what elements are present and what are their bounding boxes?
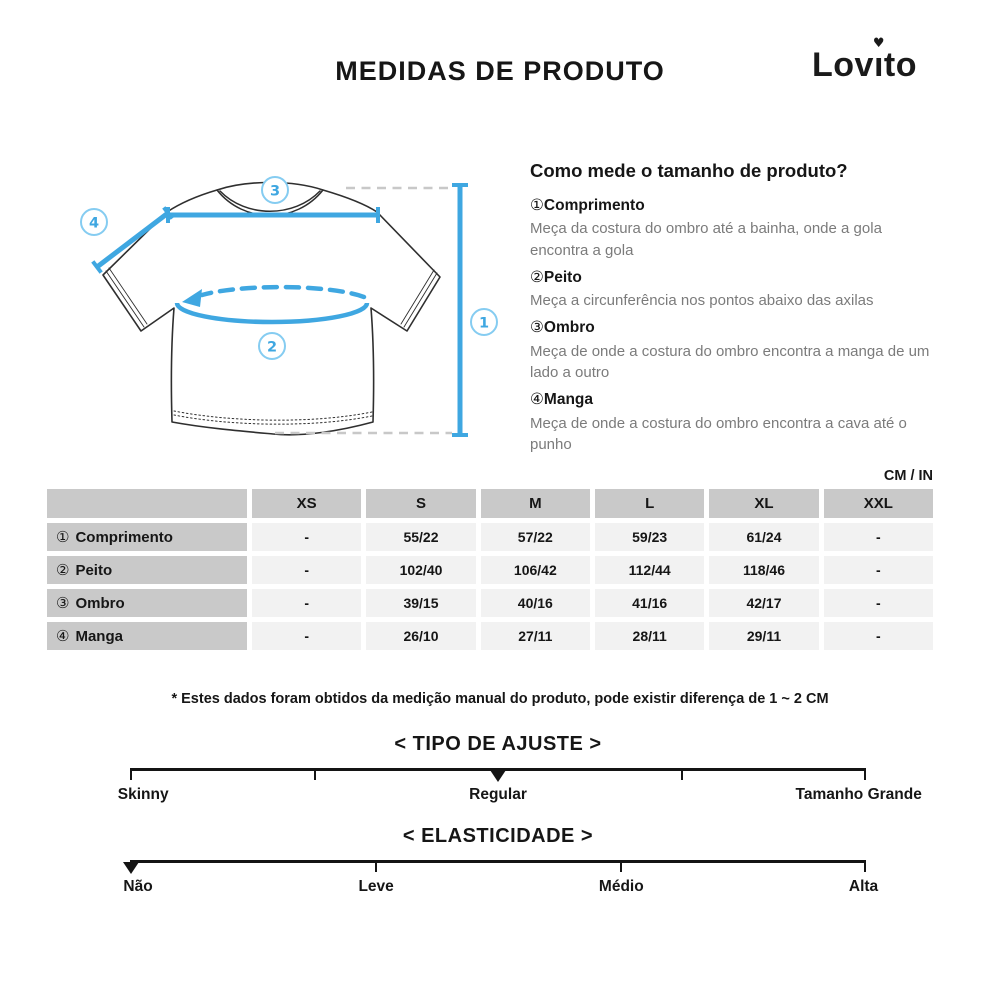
table-cell: 39/15	[366, 589, 475, 617]
scale-label-nao: Não	[123, 878, 153, 895]
table-cell: 40/16	[481, 589, 590, 617]
table-cell: 29/11	[709, 622, 818, 650]
fit-type-scale	[117, 733, 922, 806]
scale-tick	[864, 768, 866, 780]
marker-number-4: 4	[88, 215, 100, 232]
circled-number-3: ③	[530, 318, 544, 337]
marker-number-1: 1	[478, 315, 490, 332]
table-header-l: L	[595, 489, 704, 518]
instruction-label: Peito	[543, 268, 582, 286]
brand-logo-text: Lov	[812, 46, 874, 84]
scale-line	[131, 860, 865, 863]
table-cell: -	[824, 556, 933, 584]
table-cell: 55/22	[366, 523, 475, 551]
fit-type-track	[131, 768, 865, 782]
scale-tick	[130, 768, 132, 780]
page-title: MEDIDAS DE PRODUTO	[335, 56, 665, 86]
brand-logo: Lov ♥ ıto	[812, 36, 917, 84]
measurement-note: * Estes dados foram obtidos da medição manual do produto, pode existir diferença de 1 ~ 2 CM	[171, 690, 829, 707]
instruction-item	[530, 388, 932, 456]
table-cell: 42/17	[709, 589, 818, 617]
table-cell: 27/11	[481, 622, 590, 650]
instruction-label: Manga	[543, 391, 593, 409]
scale-tick	[375, 860, 377, 872]
scale-position-marker	[123, 862, 139, 874]
table-cell: 28/11	[595, 622, 704, 650]
scale-tick	[620, 860, 622, 872]
circled-number-1: ①	[530, 196, 544, 214]
scale-tick	[314, 768, 316, 780]
table-cell: 112/44	[595, 556, 704, 584]
instruction-item	[530, 316, 932, 384]
scale-tick	[864, 860, 866, 872]
table-cell: 102/40	[366, 556, 475, 584]
scale-label-regular: Regular	[469, 786, 527, 803]
fit-type-title: < TIPO DE AJUSTE >	[394, 733, 602, 755]
table-cell: -	[252, 556, 361, 584]
circled-number-2: ②	[530, 267, 544, 286]
heart-icon: ♥	[872, 36, 885, 51]
instruction-item	[530, 266, 932, 312]
table-cell: 26/10	[366, 622, 475, 650]
scale-label-tamanho-grande: Tamanho Grande	[795, 786, 922, 803]
table-cell: 106/42	[481, 556, 590, 584]
table-header-xs: XS	[252, 489, 361, 518]
instructions-heading: Como mede o tamanho de produto?	[530, 160, 848, 181]
tshirt-measurement-diagram	[40, 150, 510, 470]
table-header-xxl: XXL	[824, 489, 933, 518]
marker-number-3: 3	[269, 183, 281, 200]
size-table	[47, 489, 933, 650]
scale-tick	[681, 768, 683, 780]
tshirt-outline	[103, 183, 440, 435]
instruction-description: Meça de onde a costura do ombro encontra a cava até o punho	[530, 414, 907, 454]
instruction-description: Meça a circunferência nos pontos abaixo das axilas	[530, 292, 874, 310]
instruction-description: Meça de onde a costura do ombro encontra a manga de um lado a outro	[530, 342, 930, 382]
instruction-item	[530, 194, 932, 262]
instruction-label: Ombro	[543, 319, 595, 337]
scale-label-alta: Alta	[848, 878, 879, 895]
table-row-label-ombro: ③ Ombro	[47, 589, 247, 617]
table-cell: -	[252, 589, 361, 617]
table-cell: -	[824, 589, 933, 617]
table-cell: 59/23	[595, 523, 704, 551]
table-cell: -	[252, 622, 361, 650]
scale-label-medio: Médio	[598, 878, 644, 895]
elasticity-scale	[123, 825, 879, 898]
scale-position-marker	[490, 770, 506, 782]
measurement-instructions	[530, 160, 932, 460]
marker-number-2: 2	[266, 339, 278, 356]
table-corner-cell	[47, 489, 247, 518]
circled-number-4: ④	[530, 390, 544, 409]
instruction-label: Comprimento	[543, 197, 645, 214]
table-cell: 118/46	[709, 556, 818, 584]
table-header-s: S	[366, 489, 475, 518]
table-row-label-comprimento: ① Comprimento	[47, 523, 247, 551]
table-cell: 57/22	[481, 523, 590, 551]
table-cell: 41/16	[595, 589, 704, 617]
table-header-m: M	[481, 489, 590, 518]
elasticity-title: < ELASTICIDADE >	[402, 825, 594, 847]
table-cell: 61/24	[709, 523, 818, 551]
table-row-label-peito: ② Peito	[47, 556, 247, 584]
scale-label-leve: Leve	[358, 878, 394, 895]
table-cell: -	[824, 622, 933, 650]
unit-label: CM / IN	[883, 468, 933, 484]
table-cell: -	[824, 523, 933, 551]
instruction-description: Meça da costura do ombro até a bainha, onde a gola encontra a gola	[530, 220, 882, 260]
table-header-xl: XL	[709, 489, 818, 518]
scale-label-skinny: Skinny	[117, 786, 169, 803]
table-row-label-manga: ④ Manga	[47, 622, 247, 650]
table-cell: -	[252, 523, 361, 551]
elasticity-track	[131, 860, 865, 874]
